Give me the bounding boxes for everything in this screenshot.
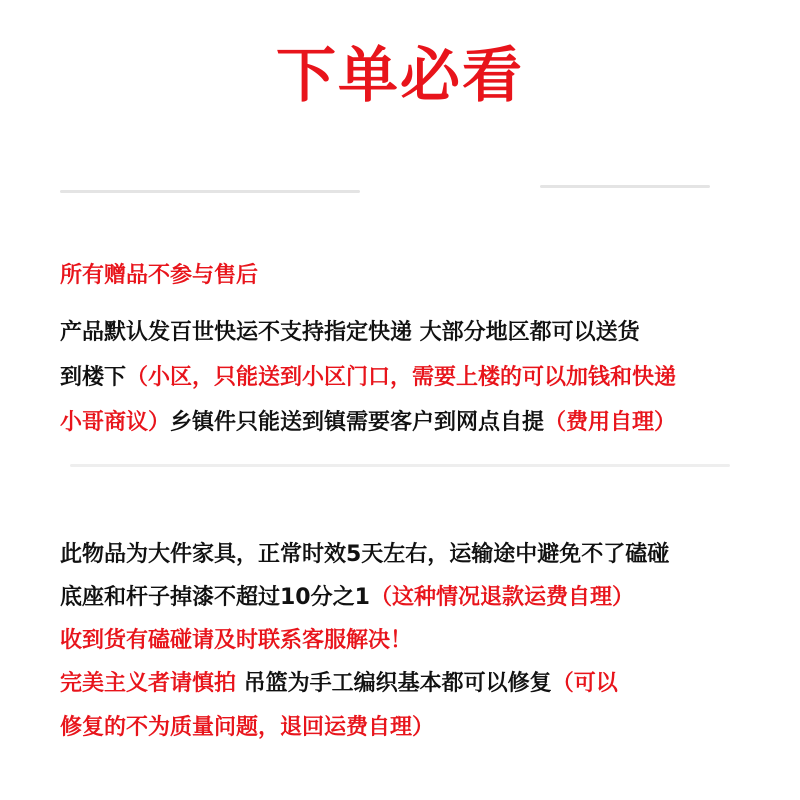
shipping-line-3: 收到货有磕碰请及时联系客服解决！	[60, 628, 413, 653]
shipping-line-4	[60, 666, 618, 697]
page-title: 下单必看	[276, 41, 524, 111]
shipping-line-5: 修复的不为质量问题，退回运费自理）	[60, 715, 435, 740]
delivery-line-2-prefix: 到楼下	[60, 365, 127, 390]
delivery-line-3	[60, 405, 676, 436]
shipping-line-2	[60, 580, 634, 611]
delivery-line-1: 产品默认发百世快运不支持指定快递 大部分地区都可以送货	[60, 320, 640, 345]
scan-artifact	[540, 185, 710, 188]
shipping-line-2-text: 底座和杆子掉漆不超过10分之1	[60, 585, 370, 610]
delivery-line-2-note: （小区，只能送到小区门口，需要上楼的可以加钱和快递	[126, 365, 677, 390]
shipping-line-4-text: 吊篮为手工编织基本都可以修复	[236, 671, 552, 696]
delivery-line-2	[60, 360, 676, 391]
delivery-line-3-note-b: （费用自理）	[544, 410, 677, 435]
delivery-line-3-note-a: 小哥商议）	[60, 410, 171, 435]
shipping-line-1: 此物品为大件家具，正常时效5天左右，运输途中避免不了磕碰	[60, 542, 670, 567]
shipping-line-4-warning: 完美主义者请慎拍	[60, 671, 237, 696]
delivery-line-3-text: 乡镇件只能送到镇需要客户到网点自提	[170, 410, 545, 435]
scan-artifact	[60, 190, 360, 193]
gift-notice: 所有赠品不参与售后	[60, 263, 259, 288]
scan-artifact	[70, 464, 730, 467]
shipping-line-2-note: （这种情况退款运费自理）	[369, 585, 634, 610]
shipping-line-4-note: （可以	[551, 671, 618, 696]
